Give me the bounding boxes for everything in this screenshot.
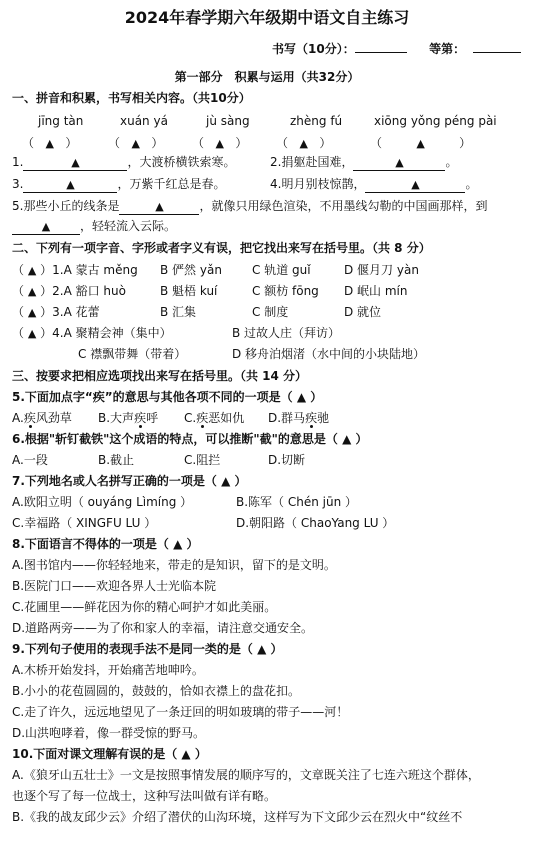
pinyin-3: jù sàng — [206, 114, 250, 128]
q9-option-c[interactable]: C.走了许久，远远地望见了一条迂回的明如玻璃的带子——河！ — [12, 705, 349, 719]
q10-stem: 10.下面对课文理解有误的是（ ▲ ） — [12, 747, 207, 761]
q7-option-d[interactable]: D.朝阳路（ ChaoYang LU ） — [236, 516, 395, 530]
q6-option-d[interactable]: D.切断 — [268, 453, 306, 467]
q5-option-c[interactable]: C.疾恶如仇 — [184, 411, 245, 425]
sec2-item-2-b: B 魁梧 kuí — [160, 284, 218, 298]
sec1-heading: 一、拼音和积累，书写相关内容。（共10分） — [12, 91, 251, 105]
answer-bracket[interactable]: （ ▲ ） — [12, 284, 53, 298]
q4-row: 4.明月别枝惊鹊， ▲ 。 — [270, 177, 478, 191]
sec2-item-4-c: C 襟飘带舞（带着） — [78, 347, 187, 361]
q5-stem: 5.下面加点字“疾”的意思与其他各项不同的一项是（ ▲ ） — [12, 390, 323, 404]
q5-option-a[interactable]: A.疾风劲草 — [12, 411, 72, 425]
q8-option-a[interactable]: A.图书馆内——你轻轻地来，带走的是知识，留下的是文明。 — [12, 558, 336, 572]
answer-bracket[interactable]: （ ▲ ） — [12, 263, 53, 277]
sec2-item-3-c: C 制度 — [252, 305, 289, 319]
score-label: 书写（10分）： — [272, 42, 355, 56]
q7-stem: 7.下列地名或人名拼写正确的一项是（ ▲ ） — [12, 474, 247, 488]
sec2-heading: 二、下列有一项字音、字形或者字义有误，把它找出来写在括号里。（共 8 分） — [12, 241, 431, 255]
q1-blank[interactable]: ▲ — [23, 155, 127, 171]
q8-stem: 8.下面语言不得体的一项是（ ▲ ） — [12, 537, 199, 551]
q3-row: 3. ▲ ，万紫千红总是春。 — [12, 177, 226, 191]
q7-option-c[interactable]: C.幸福路（ XINGFU LU ） — [12, 516, 157, 530]
sec2-item-1-b: B 俨然 yǎn — [160, 263, 222, 277]
q10-option-a-line2: 也逐个写了每一位战士，这种写法叫做有详有略。 — [12, 789, 277, 803]
q1-row: 1. ▲ ，大渡桥横铁索寒。 — [12, 155, 236, 169]
q5-row: 5.那些小丘的线条是 ▲ ，就像只用绿色渲染，不用墨线勾勒的中国画那样，到 — [12, 199, 488, 213]
q2-row: 2.捐躯赴国难， ▲ 。 — [270, 155, 458, 169]
score-line — [272, 40, 521, 57]
q10-option-b-line1[interactable]: B.《我的战友邱少云》介绍了潜伏的山沟环境，这样写为下文邱少云在烈火中“纹丝不 — [12, 810, 463, 824]
answer-bracket[interactable]: （ ▲ ） — [12, 326, 53, 340]
q5-option-d[interactable]: D.群马疾驰 — [268, 411, 330, 425]
q5-option-b[interactable]: B.大声疾呼 — [98, 411, 159, 425]
q6-stem: 6.根据"斩钉截铁"这个成语的特点，可以推断"截"的意思是（ ▲ ） — [12, 432, 368, 446]
sec2-item-3-d: D 就位 — [344, 305, 382, 319]
pinyin-2: xuán yá — [120, 114, 168, 128]
q10-option-a-line1[interactable]: A.《狼牙山五壮士》一文是按照事情发展的顺序写的，文章既关注了七连六班这个群体， — [12, 768, 480, 782]
page-title: 2024年春学期六年级期中语文自主练习 — [124, 8, 410, 27]
sec2-item-1: （ ▲ ）1.A 蒙古 měng — [12, 263, 138, 277]
pinyin-answer-2[interactable]: （ ▲ ） — [108, 136, 164, 150]
q2-blank[interactable]: ▲ — [353, 155, 445, 171]
sec2-item-1-c: C 轨道 guǐ — [252, 263, 311, 277]
sec2-item-4-d: D 移舟泊烟渚（水中间的小块陆地） — [232, 347, 426, 361]
q9-option-a[interactable]: A.木桥开始发抖，开始痛苦地呻吟。 — [12, 663, 204, 677]
q5-row-2: ▲ ，轻轻流入云际。 — [12, 218, 176, 235]
q3-blank[interactable]: ▲ — [23, 177, 117, 193]
grade-label: 等第： — [429, 42, 466, 56]
q8-option-b[interactable]: B.医院门口——欢迎各界人士光临本院 — [12, 579, 217, 593]
sec3-heading: 三、按要求把相应选项找出来写在括号里。（共 14 分） — [12, 369, 308, 383]
q9-stem: 9.下列句子使用的表现手法不是同一类的是（ ▲ ） — [12, 642, 283, 656]
sec2-item-1-d: D 偃月刀 yàn — [344, 263, 419, 277]
answer-bracket[interactable]: （ ▲ ） — [12, 305, 53, 319]
part1-heading: 第一部分 积累与运用（共32分） — [174, 70, 360, 84]
score-blank[interactable] — [355, 40, 407, 53]
pinyin-1: jīng tàn — [38, 114, 84, 128]
q9-option-b[interactable]: B.小小的花苞圆圆的，鼓鼓的，恰如衣襟上的盘花扣。 — [12, 684, 301, 698]
q8-option-c[interactable]: C.花圃里——鲜花因为你的精心呵护才如此美丽。 — [12, 600, 277, 614]
sec2-item-3-b: B 汇集 — [160, 305, 197, 319]
pinyin-answer-4[interactable]: （ ▲ ） — [276, 136, 332, 150]
pinyin-5: xiōng yǒng péng pài — [374, 114, 497, 128]
pinyin-answer-3[interactable]: （ ▲ ） — [192, 136, 248, 150]
sec2-item-2-c: C 额枋 fōng — [252, 284, 319, 298]
pinyin-4: zhèng fú — [290, 114, 343, 128]
sec2-item-2-d: D 岷山 mín — [344, 284, 408, 298]
sec2-item-3: （ ▲ ）3.A 花蕾 — [12, 305, 100, 319]
q6-option-c[interactable]: C.阻拦 — [184, 453, 221, 467]
sec2-item-2: （ ▲ ）2.A 豁口 huò — [12, 284, 126, 298]
q6-option-a[interactable]: A.一段 — [12, 453, 48, 467]
q7-option-b[interactable]: B.陈军（ Chén jūn ） — [236, 495, 358, 509]
grade-blank[interactable] — [473, 40, 521, 53]
q8-option-d[interactable]: D.道路两旁——为了你和家人的幸福，请注意交通安全。 — [12, 621, 314, 635]
sec2-item-4: （ ▲ ）4.A 聚精会神（集中） — [12, 326, 172, 340]
q7-option-a[interactable]: A.欧阳立明（ ouyáng Lìmíng ） — [12, 495, 193, 509]
q4-blank[interactable]: ▲ — [365, 177, 465, 193]
pinyin-answer-1[interactable]: （ ▲ ） — [22, 136, 78, 150]
q5-blank-1[interactable]: ▲ — [119, 199, 199, 215]
q5-blank-2[interactable]: ▲ — [12, 219, 80, 235]
pinyin-answer-5[interactable]: （ ▲ ） — [370, 136, 472, 150]
q6-option-b[interactable]: B.截止 — [98, 453, 135, 467]
q9-option-d[interactable]: D.山洪咆哮着，像一群受惊的野马。 — [12, 726, 206, 740]
sec2-item-4-b: B 过故人庄（拜访） — [232, 326, 341, 340]
